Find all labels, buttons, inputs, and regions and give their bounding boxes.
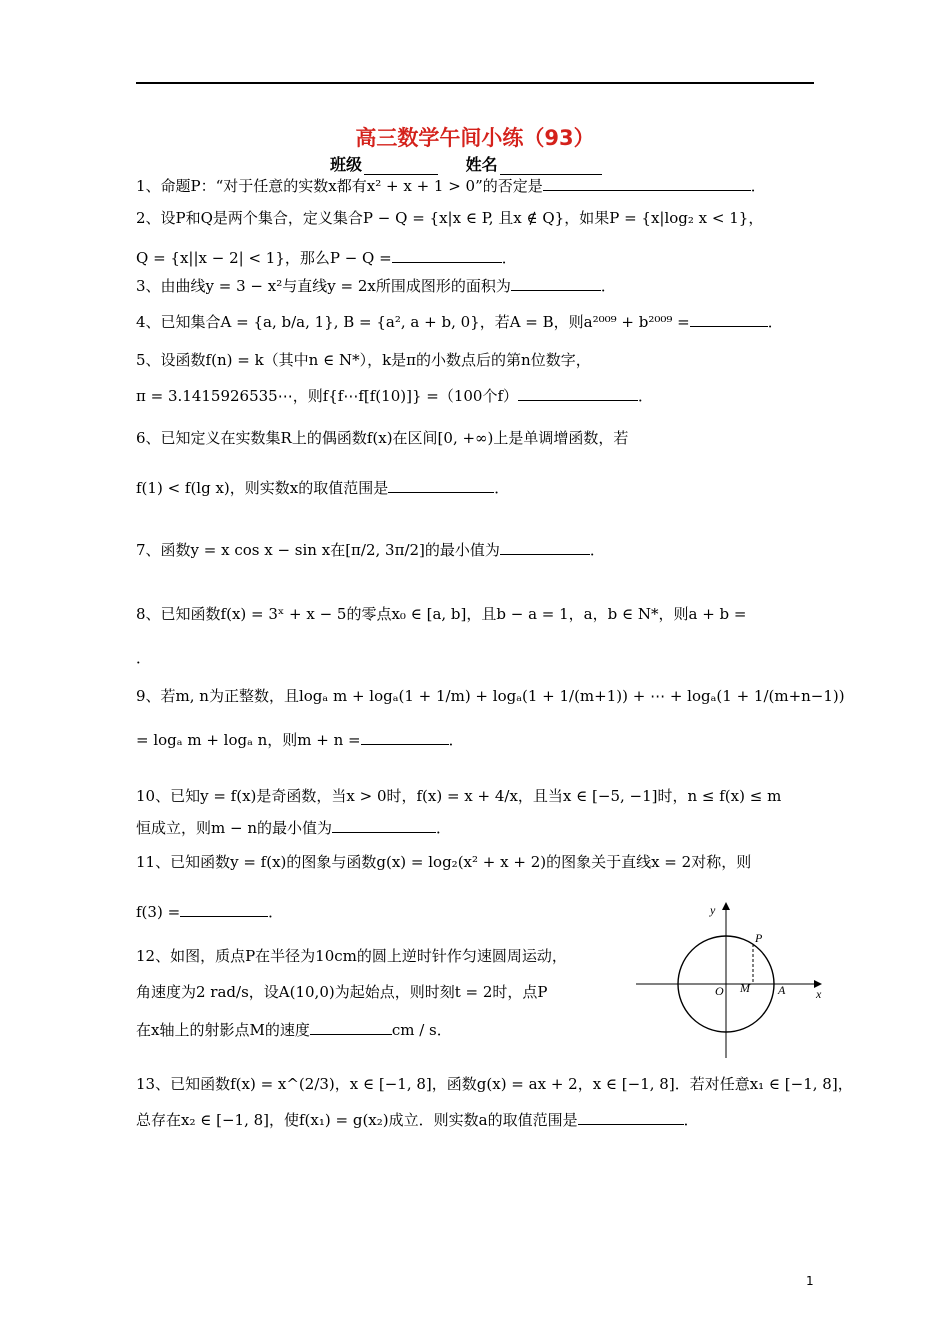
problem-13 [136,1074,853,1094]
problem-2-cont [136,248,517,268]
y-axis-arrow-icon [722,902,730,910]
answer-blank[interactable] [310,1020,392,1035]
x-label: x [816,987,822,1001]
problem-11-cont [136,902,283,922]
problem-11-text: 11、已知函数y = f(x)的图象与函数g(x) = log₂(x² + x + 2)的图象关于直线x = 2对称，则 [136,853,752,871]
unit: cm / s． [391,1021,452,1039]
answer-blank[interactable] [578,1110,684,1125]
page-title: 高三数学午间小练（93） [355,126,595,150]
m-label: M [740,981,750,995]
problem-8 [136,604,746,624]
period: ． [589,541,605,559]
problem-1-text: 1、命题P：“对于任意的实数x都有x² + x + 1 > 0”的否定是 [136,177,543,195]
answer-blank[interactable] [361,730,449,745]
problem-12-text-cont2: 在x轴上的射影点M的速度 [136,1021,310,1039]
problem-10-text: 10、已知y = f(x)是奇函数，当x > 0时，f(x) = x + 4/x，且当x ∈ [−5, −1]时，n ≤ f(x) ≤ m [136,787,782,805]
problem-3-text: 3、由曲线y = 3 − x²与直线y = 2x所围成图形的面积为 [136,277,511,295]
period: ． [494,479,510,497]
class-blank[interactable] [364,160,438,175]
problem-5-text: 5、设函数f(n) = k（其中n ∈ N*），k是π的小数点后的第n位数字， [136,351,591,369]
header-rule [136,82,814,84]
answer-blank[interactable] [511,276,601,291]
period: ． [436,819,452,837]
problem-13-cont [136,1110,699,1130]
problem-2-text: 2、设P和Q是两个集合，定义集合P − Q = {x|x ∈ P, 且x ∉ Q}，如果P = {x|log₂ x < 1}， [136,209,764,227]
answer-blank[interactable] [388,478,494,493]
page-number: 1 [806,1274,814,1288]
answer-blank[interactable] [332,818,436,833]
period: ． [268,903,284,921]
problem-12-text: 12、如图，质点P在半径为10cm的圆上逆时针作匀速圆周运动， [136,947,567,965]
period: ． [638,387,654,405]
name-blank[interactable] [500,160,602,175]
answer-blank[interactable] [518,386,638,401]
period: ． [600,277,616,295]
problem-8-tail [136,648,151,668]
answer-blank[interactable] [690,312,768,327]
problem-1 [136,176,766,196]
problem-6-text-cont: f(1) < f(lg x)，则实数x的取值范围是 [136,479,389,497]
problem-9-cont [136,730,464,750]
problem-5-cont [136,386,653,406]
circle-motion-figure [636,900,826,1060]
problem-12-cont2 [136,1020,452,1040]
origin-label: O [715,984,724,998]
problem-13-text-cont: 总存在x₂ ∈ [−1, 8]，使f(x₁) = g(x₂)成立．则实数a的取值范围是 [136,1111,578,1129]
problem-12-cont [136,982,547,1002]
problem-10-cont [136,818,451,838]
class-label: 班级 [330,155,363,174]
problem-5-text-cont: π = 3.1415926535⋯，则f{f⋯f[f(10)]} =（100个f） [136,387,519,405]
problem-6-text: 6、已知定义在实数集R上的偶函数f(x)在区间[0, +∞)上是单调增函数，若 [136,429,629,447]
answer-blank[interactable] [392,248,502,263]
problem-6 [136,428,628,448]
period: ． [136,649,152,667]
problem-9-text-cont: = logₐ m + logₐ n，则m + n = [136,731,361,749]
problem-3 [136,276,616,296]
problem-11 [136,852,751,872]
p-label: P [755,931,763,945]
problem-10 [136,786,781,806]
problem-2 [136,208,763,228]
period: ． [750,177,766,195]
student-info-line [330,152,602,175]
problem-2-text-cont: Q = {x||x − 2| < 1}，那么P − Q = [136,249,392,267]
problem-8-text: 8、已知函数f(x) = 3ˣ + x − 5的零点x₀ ∈ [a, b]，且b − a = 1，a，b ∈ N*，则a + b = [136,605,747,623]
problem-11-text-cont: f(3) = [136,903,181,921]
problem-12 [136,946,567,966]
problem-13-text: 13、已知函数f(x) = x^(2/3)，x ∈ [−1, 8]，函数g(x) = ax + 2，x ∈ [−1, 8]．若对任意x₁ ∈ [−1, 8]， [136,1075,853,1093]
problem-9 [136,686,845,706]
problem-5 [136,350,591,370]
problem-4-text: 4、已知集合A = {a, b/a, 1}, B = {a², a + b, 0}，若A = B，则a²⁰⁰⁹ + b²⁰⁰⁹ = [136,313,690,331]
problem-9-text: 9、若m, n为正整数，且logₐ m + logₐ(1 + 1/m) + logₐ(1 + 1/(m+1)) + ⋯ + logₐ(1 + 1/(m+n−1)) [136,687,845,705]
problem-4 [136,312,783,332]
answer-blank[interactable] [500,540,590,555]
period: ． [683,1111,699,1129]
period: ． [448,731,464,749]
problem-12-text-cont: 角速度为2 rad/s，设A(10,0)为起始点，则时刻t = 2时，点P [136,983,548,1001]
problem-10-text-cont: 恒成立，则m − n的最小值为 [136,819,332,837]
answer-blank[interactable] [180,902,268,917]
answer-blank[interactable] [543,176,751,191]
period: ． [767,313,783,331]
problem-6-cont [136,478,509,498]
problem-7-text: 7、函数y = x cos x − sin x在[π/2, 3π/2]的最小值为 [136,541,500,559]
a-label: A [778,983,786,997]
period: ． [501,249,517,267]
name-label: 姓名 [465,155,498,174]
problem-7 [136,540,605,560]
y-label: y [710,903,716,917]
